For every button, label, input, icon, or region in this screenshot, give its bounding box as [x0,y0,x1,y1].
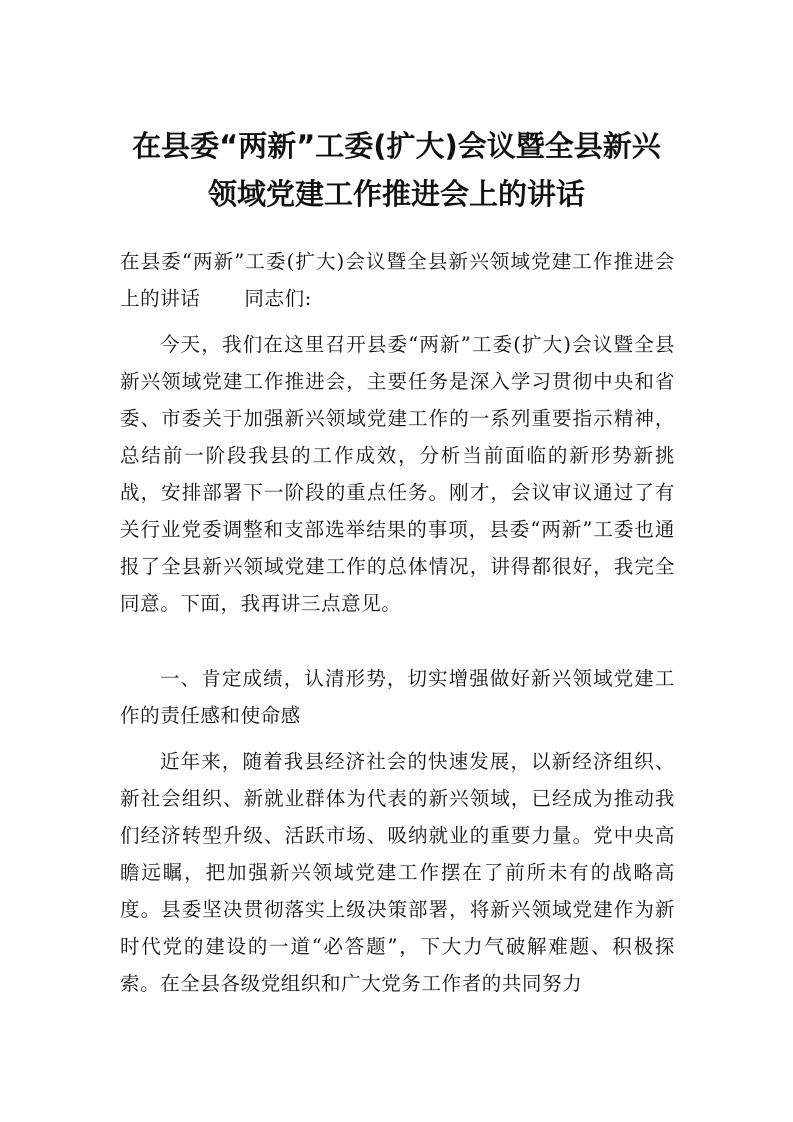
paragraph-opening: 今天，我们在这里召开县委“两新”工委(扩大)会议暨全县新兴领域党建工作推进会，主要任务是深入学习贯彻中央和省委、市委关于加强新兴领域党建工作的一系列重要指示精神，总结前一阶段我县的工作成效，分析当前面临的新形势新挑战，安排部署下一阶段的重点任务。刚才，会议审议通过了有关行业党委调整和支部选举结果的事项，县委“两新”工委也通报了全县新兴领域党建工作的总体情况，讲得都很好，我完全同意。下面，我再讲三点意见。 [120,333,675,615]
salutation: 同志们: [244,287,312,310]
header-text: 在县委“两新”工委(扩大)会议暨全县新兴领域党建工作推进会上的讲话 [120,250,675,310]
document-title-line2: 领域党建工作推进会上的讲话 [207,177,585,211]
paragraph-achievements: 近年来，随着我县经济社会的快速发展，以新经济组织、新社会组织、新就业群体为代表的新兴领域，已经成为推动我们经济转型升级、活跃市场、吸纳就业的重要力量。党中央高瞻远瞩，把加强新兴领域党建工作摆在了前所未有的战略高度。县委坚决贯彻落实上级决策部署，将新兴领域党建作为新时代党的建设的一道“必答题”，下大力气破解难题、积极探索。在全县各级党组织和广大党务工作者的共同努力 [120,750,675,995]
document-title-line1: 在县委“两新”工委(扩大)会议暨全县新兴 [132,129,661,163]
section-heading: 一、肯定成绩，认清形势，切实增强做好新兴领域党建工作的责任感和使命感 [120,667,675,727]
header-paragraph [120,243,675,317]
